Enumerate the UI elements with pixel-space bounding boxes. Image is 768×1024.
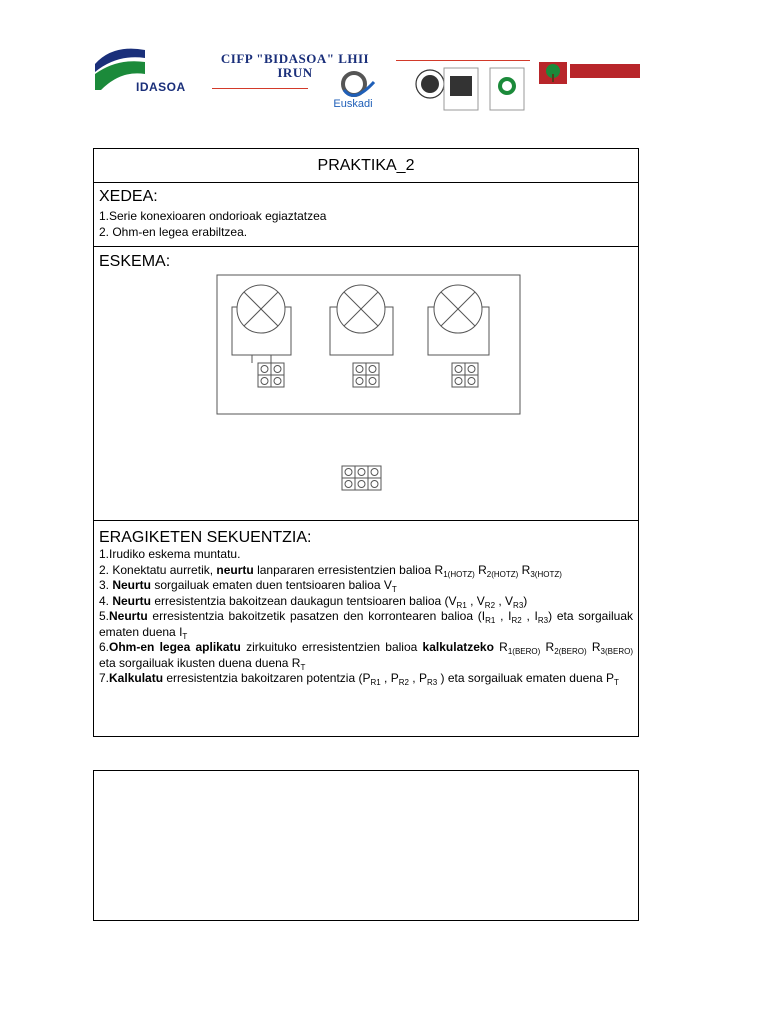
government-banner <box>570 64 640 78</box>
sequence-heading: ERAGIKETEN SEKUENTZIA: <box>99 529 312 546</box>
lamp-3 <box>428 285 489 355</box>
lamp-2 <box>330 285 393 355</box>
objective-section <box>94 183 638 247</box>
document-title: PRAKTIKA_2 <box>317 157 415 174</box>
step-5: 5.Neurtu erresistentzia bakoitzetik pasatzen den korrontearen balioa ($I_{R1}$ , $I_{R2}$ , $I_{R3}$) eta sorgailuak ematen duena $I_T$ <box>99 609 634 641</box>
step-1: 1.Irudiko eskema muntatu. <box>99 547 241 561</box>
step-6: 6.Ohm-en legea aplikatu zirkuituko erresistentzien balioa kalkulatzeko $R_{1(BERO)}$ $R_{2(BERO)}$ $R_{3(BERO)}$ eta sorgailuak ikusten duena duena $R_T$ <box>99 640 633 672</box>
lamp-1 <box>232 285 291 363</box>
brand-divider <box>212 88 308 89</box>
sequence-section <box>94 521 638 737</box>
title-row <box>94 149 638 183</box>
brand-short-name: IDASOA <box>136 80 186 94</box>
step-4: 4. Neurtu erresistentzia bakoitzean daukagun tentsioaren balioa ($V_{R1}$ , $V_{R2}$ , $V_{R3}$) <box>99 593 528 610</box>
circuit-diagram <box>94 247 638 521</box>
objective-heading: XEDEA: <box>99 188 158 205</box>
step-3: 3. Neurtu sorgailuak ematen duen tentsioaren balioa $V_T$ <box>99 578 397 594</box>
schema-heading: ESKEMA: <box>99 253 171 270</box>
sequence-steps <box>99 547 633 687</box>
title-divider <box>396 60 530 61</box>
school-title-line1: CIFP "BIDASOA" LHII <box>220 51 370 66</box>
objective-item: 2. Ohm-en legea erabiltzea. <box>99 225 248 239</box>
terminal-block-1 <box>258 363 284 387</box>
answer-box <box>93 770 639 921</box>
euskadi-label: Euskadi <box>333 98 373 110</box>
step-2: 2. Konektatu aurretik, neurtu lanpararen erresistentzien balioa $R_{1(HOTZ)}$ $R_{2(HOTZ)}$ $R_{3(HOTZ)}$ <box>99 562 562 579</box>
page-header <box>0 0 768 130</box>
schema-section <box>94 247 638 521</box>
tree-emblem-icon <box>537 60 569 86</box>
basque-government-logo <box>537 58 641 102</box>
step-7: 7.Kalkulatu erresistentzia bakoitzaren potentzia ($P_{R1}$ , $P_{R2}$ , $P_{R3}$ ) eta sorgailuak ematen duena $P_T$ <box>99 671 619 687</box>
school-title-line2: IRUN <box>277 65 313 80</box>
power-terminal-block <box>342 466 381 490</box>
terminal-block-2 <box>353 363 379 387</box>
terminal-block-3 <box>452 363 478 387</box>
practice-sheet <box>93 148 639 737</box>
objective-item: 1.Serie konexioaren ondorioak egiaztatzea <box>99 209 327 223</box>
